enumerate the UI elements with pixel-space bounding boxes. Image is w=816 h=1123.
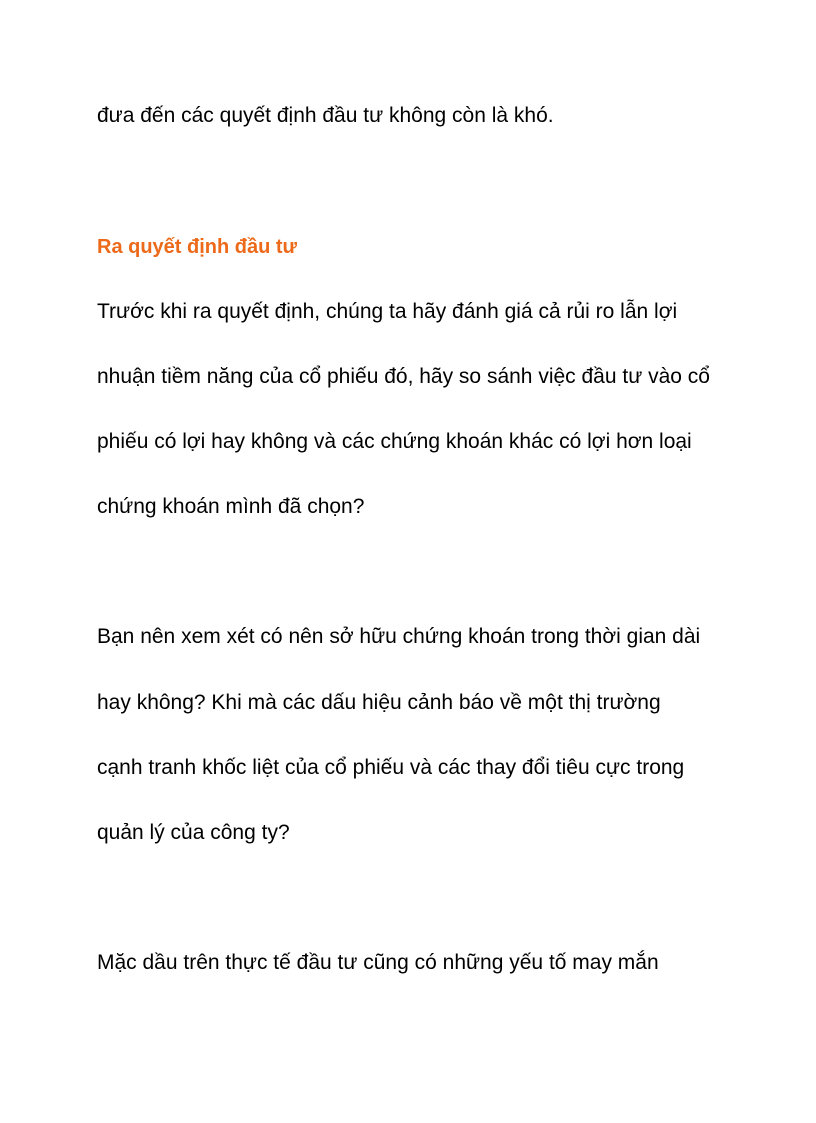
paragraph-line: nhuận tiềm năng của cổ phiếu đó, hãy so sánh việc đầu tư vào cổ: [97, 365, 710, 388]
paragraph-line: hay không? Khi mà các dấu hiệu cảnh báo về một thị trường: [97, 691, 661, 714]
paragraph-line: phiếu có lợi hay không và các chứng khoán khác có lợi hơn loại: [97, 430, 692, 453]
paragraph-line: cạnh tranh khốc liệt của cổ phiếu và các thay đổi tiêu cực trong: [97, 756, 685, 779]
paragraph-line: Mặc dầu trên thực tế đầu tư cũng có những yếu tố may mắn: [97, 951, 659, 974]
paragraph-line: chứng khoán mình đã chọn?: [97, 495, 365, 518]
paragraph-line: Trước khi ra quyết định, chúng ta hãy đánh giá cả rủi ro lẫn lợi: [97, 300, 678, 323]
paragraph-line: quản lý của công ty?: [97, 821, 290, 844]
section-heading: Ra quyết định đầu tư: [97, 236, 298, 258]
paragraph-line: Bạn nên xem xét có nên sở hữu chứng khoán trong thời gian dài: [97, 625, 701, 648]
intro-line: đưa đến các quyết định đầu tư không còn là khó.: [97, 104, 554, 127]
